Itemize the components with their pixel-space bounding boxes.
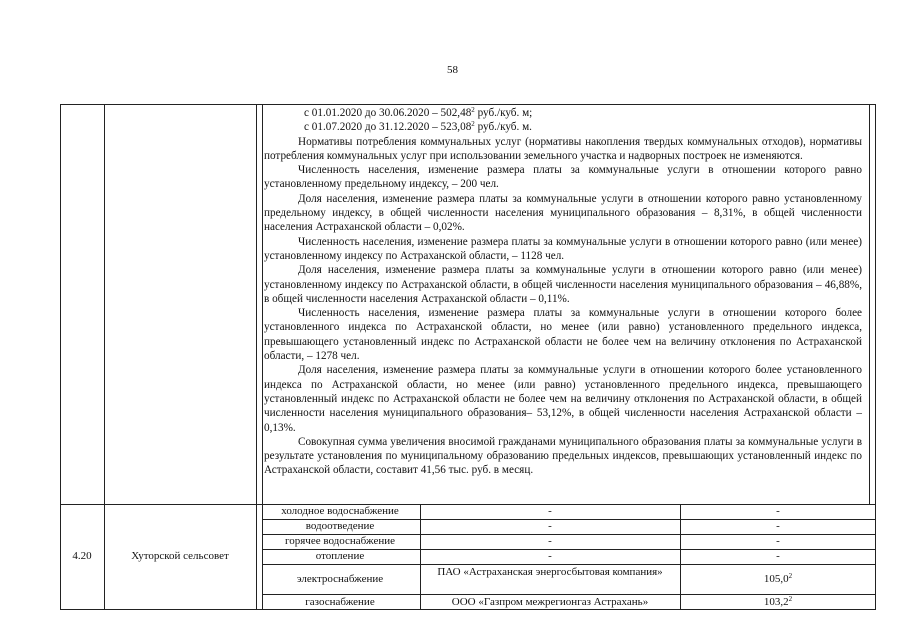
paragraph: Численность населения, изменение размера платы за коммунальные услуги в отношении которого более установленного индекса по Астраханской области, но менее (или равно) установленного предельного индекса, превышающего установленный индекс по Астраханской области не более чем на величину отклонения по Астраханской области, – 1278 чел. — [264, 307, 862, 363]
municipality-name: Хуторской сельсовет — [131, 550, 229, 562]
value-cell: - — [776, 505, 780, 517]
value-cell: - — [776, 535, 780, 547]
utility-label: холодное водоснабжение — [281, 505, 399, 517]
page-number: 58 — [447, 64, 458, 76]
row-number: 4.20 — [72, 550, 92, 562]
paragraph: Доля населения, изменение размера платы за коммунальные услуги в отношении которого более установленного индекса по Астраханской области, но менее (или равно) установленного предельного индекса, превышающего установленный индекс по Астраханской области не более чем на величину отклонения по Астраханской области, в общей численности населения муниципального образования– 53,12%, в общей численности населения Астраханской области – 0,13%. — [264, 364, 862, 434]
provider-cell: ПАО «Астраханская энергосбытовая компания» — [437, 566, 663, 578]
column-divider — [256, 104, 257, 610]
paragraph: Нормативы потребления коммунальных услуг (нормативы накопления твердых коммунальных отходов), нормативы потребления коммунальных услуг при использовании земельного участка и надворных построек не изменяются. — [264, 135, 862, 162]
value-cell: - — [776, 520, 780, 532]
paragraph: Численность населения, изменение размера платы за коммунальные услуги в отношении которого равно установленному предельному индексу, – 200 чел. — [264, 164, 862, 191]
provider-cell: - — [548, 520, 552, 532]
justification-text — [264, 106, 862, 478]
value-cell: 105,0$^2$ — [763, 572, 793, 585]
value-cell: - — [776, 550, 780, 562]
utility-label: горячее водоснабжение — [285, 535, 395, 547]
provider-cell: - — [548, 550, 552, 562]
provider-cell: ООО «Газпром межрегионгаз Астрахань» — [451, 596, 649, 608]
row-divider — [262, 594, 876, 595]
utility-label: газоснабжение — [305, 596, 375, 608]
paragraph: Численность населения, изменение размера платы за коммунальные услуги в отношении которого равно (или менее) установленному индексу по Астраханской области, – 1128 чел. — [264, 235, 862, 262]
provider-cell: - — [548, 505, 552, 517]
value-cell: 103,2$^2$ — [763, 595, 793, 608]
utility-label: отопление — [315, 550, 365, 562]
row-divider — [262, 564, 876, 565]
column-divider — [869, 104, 870, 504]
tariff-line-2: с 01.07.2020 до 31.12.2020 – 523,08$^2$ руб./куб. м. — [304, 120, 532, 134]
tariff-line-1: с 01.01.2020 до 30.06.2020 – 502,48$^2$ руб./куб. м; — [304, 106, 533, 119]
utility-label: электроснабжение — [296, 573, 384, 585]
provider-cell: - — [548, 535, 552, 547]
paragraph: Совокупная сумма увеличения вносимой гражданами муниципального образования платы за коммунальные услуги в результате установления по муниципальному образованию предельных индексов, превышающих установленный индекс по Астраханской области, составит 41,56 тыс. руб. в месяц. — [264, 435, 862, 477]
utility-label: водоотведение — [305, 520, 375, 532]
paragraph: Доля населения, изменение размера платы за коммунальные услуги в отношении которого равно установленному предельному индексу, в общей численности населения муниципального образования – 8,31%, в общей численности населения Астраханской области – 0,02%. — [264, 192, 862, 234]
paragraph: Доля населения, изменение размера платы за коммунальные услуги в отношении которого равно (или менее) установленному индексу по Астраханской области, в общей численности населения муниципального образования – 46,88%, в общей численности населения Астраханской области – 0,11%. — [264, 264, 862, 305]
column-divider — [104, 104, 105, 610]
